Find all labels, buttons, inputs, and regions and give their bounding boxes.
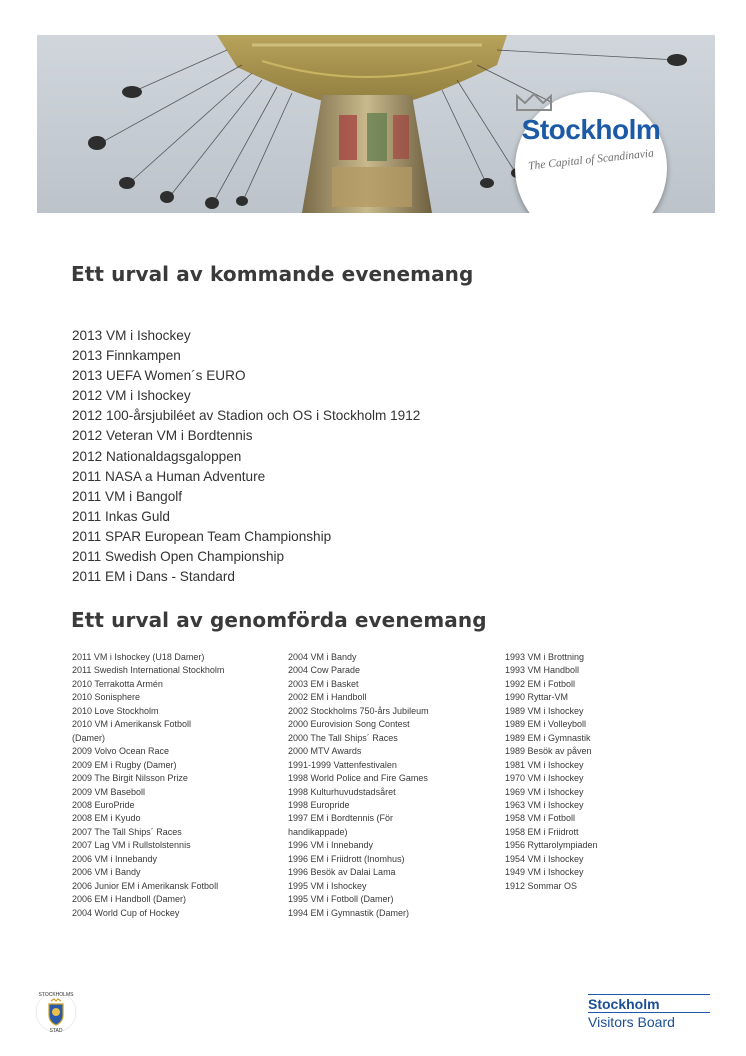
list-item: 2008 EM i Kyudo <box>72 813 141 824</box>
city-seal-icon <box>34 990 78 1034</box>
list-item: (Damer) <box>72 732 105 743</box>
list-item: 1989 EM i Volleyboll <box>505 719 587 730</box>
visitors-board-logo <box>588 994 710 1030</box>
list-item: 1998 World Police and Fire Games <box>288 773 428 784</box>
list-item: 1970 VM i Ishockey <box>505 773 584 784</box>
list-item: 2009 EM i Rugby (Damer) <box>72 759 177 770</box>
list-item: 2011 Inkas Guld <box>72 508 170 524</box>
list-item: 2012 100-årsjubiléet av Stadion och OS i Stockholm 1912 <box>72 408 421 424</box>
logo-tagline: The Capital of Scandinavia <box>527 147 655 173</box>
visitors-board-line2: Visitors Board <box>588 1014 675 1030</box>
list-item: 1963 VM i Ishockey <box>505 799 584 810</box>
list-item: 1956 Ryttarolympiaden <box>505 840 598 851</box>
crown-icon <box>515 92 553 112</box>
list-item: 2003 EM i Basket <box>288 678 359 689</box>
list-item: 1992 EM i Fotboll <box>505 678 576 689</box>
list-item: 1969 VM i Ishockey <box>505 786 584 797</box>
list-item: 2011 SPAR European Team Championship <box>72 528 332 544</box>
list-item: 2000 The Tall Ships´ Races <box>288 732 398 743</box>
list-item: 2000 MTV Awards <box>288 746 362 757</box>
past-heading: Ett urval av genomförda evenemang <box>71 608 487 632</box>
list-item: 1993 VM i Brottning <box>505 652 585 662</box>
list-item: 1996 VM i Innebandy <box>288 840 374 851</box>
list-item: 2004 Cow Parade <box>288 665 361 676</box>
list-item: 2006 VM i Bandy <box>72 867 141 878</box>
upcoming-heading: Ett urval av kommande evenemang <box>71 262 474 286</box>
list-item: 2008 EuroPride <box>72 799 135 810</box>
list-item: 1996 EM i Friidrott (Inomhus) <box>288 853 405 864</box>
list-item: 1993 VM Handboll <box>505 665 580 676</box>
past-events-column-3 <box>505 651 598 893</box>
svg-text:STAD: STAD <box>49 1028 63 1034</box>
list-item: 1998 Europride <box>288 799 350 810</box>
list-item: 2000 Eurovision Song Contest <box>288 719 410 730</box>
list-item: 1949 VM i Ishockey <box>505 867 584 878</box>
list-item: 2007 Lag VM i Rullstolstennis <box>72 840 191 851</box>
list-item: 1995 VM i Fotboll (Damer) <box>288 894 394 905</box>
list-item: 2010 VM i Amerikansk Fotboll <box>72 719 192 730</box>
list-item: 2012 Veteran VM i Bordtennis <box>72 428 253 444</box>
banner-photo <box>37 35 715 213</box>
list-item: 2009 The Birgit Nilsson Prize <box>72 773 188 784</box>
list-item: 1995 VM i Ishockey <box>288 880 367 891</box>
list-item: 2006 EM i Handboll (Damer) <box>72 894 187 905</box>
list-item: 1998 Kulturhuvudstadsåret <box>288 786 396 797</box>
list-item: 2011 Swedish International Stockholm <box>72 665 225 676</box>
list-item: 2004 VM i Bandy <box>288 652 357 662</box>
past-events-column-2 <box>288 651 429 920</box>
list-item: 1989 Besök av påven <box>505 746 592 757</box>
list-item: 2011 Swedish Open Championship <box>72 549 285 565</box>
list-item: 1989 EM i Gymnastik <box>505 732 591 743</box>
list-item: 2010 Sonisphere <box>72 692 141 703</box>
list-item: 2012 Nationaldagsgaloppen <box>72 448 242 464</box>
list-item: 1954 VM i Ishockey <box>505 853 584 864</box>
list-item: 1990 Ryttar-VM <box>505 692 569 703</box>
visitors-board-line1: Stockholm <box>588 996 660 1012</box>
list-item: handikappade) <box>288 826 348 837</box>
list-item: 1989 VM i Ishockey <box>505 705 584 716</box>
list-item: 2011 NASA a Human Adventure <box>72 468 266 484</box>
list-item: 1912 Sommar OS <box>505 880 578 891</box>
svg-text:STOCKHOLMS: STOCKHOLMS <box>38 992 74 998</box>
list-item: 2002 EM i Handboll <box>288 692 367 703</box>
list-item: 1994 EM i Gymnastik (Damer) <box>288 907 410 918</box>
list-item: 1981 VM i Ishockey <box>505 759 584 770</box>
list-item: 2013 Finnkampen <box>72 348 181 364</box>
list-item: 2012 VM i Ishockey <box>72 388 191 404</box>
list-item: 2010 Terrakotta Armén <box>72 678 163 689</box>
list-item: 2006 VM i Innebandy <box>72 853 158 864</box>
list-item: 2009 VM Baseboll <box>72 786 146 797</box>
list-item: 2011 VM i Ishockey (U18 Damer) <box>72 652 205 662</box>
list-item: 1997 EM i Bordtennis (För <box>288 813 394 824</box>
list-item: 2013 UEFA Women´s EURO <box>72 368 246 384</box>
logo-wordmark: Stockholm <box>521 114 661 145</box>
past-events-column-1 <box>72 651 224 920</box>
list-item: 2009 Volvo Ocean Race <box>72 746 170 757</box>
list-item: 1991-1999 Vattenfestivalen <box>288 759 397 770</box>
list-item: 1958 EM i Friidrott <box>505 826 579 837</box>
list-item: 2013 VM i Ishockey <box>72 328 191 343</box>
list-item: 2010 Love Stockholm <box>72 705 159 716</box>
list-item: 1958 VM i Fotboll <box>505 813 576 824</box>
list-item: 2011 EM i Dans - Standard <box>72 569 235 585</box>
upcoming-events-list <box>72 326 420 587</box>
list-item: 2002 Stockholms 750-års Jubileum <box>288 705 429 716</box>
list-item: 2004 World Cup of Hockey <box>72 907 180 918</box>
list-item: 2011 VM i Bangolf <box>72 488 183 504</box>
list-item: 1996 Besök av Dalai Lama <box>288 867 396 878</box>
list-item: 2007 The Tall Ships´ Races <box>72 826 182 837</box>
list-item: 2006 Junior EM i Amerikansk Fotboll <box>72 880 219 891</box>
